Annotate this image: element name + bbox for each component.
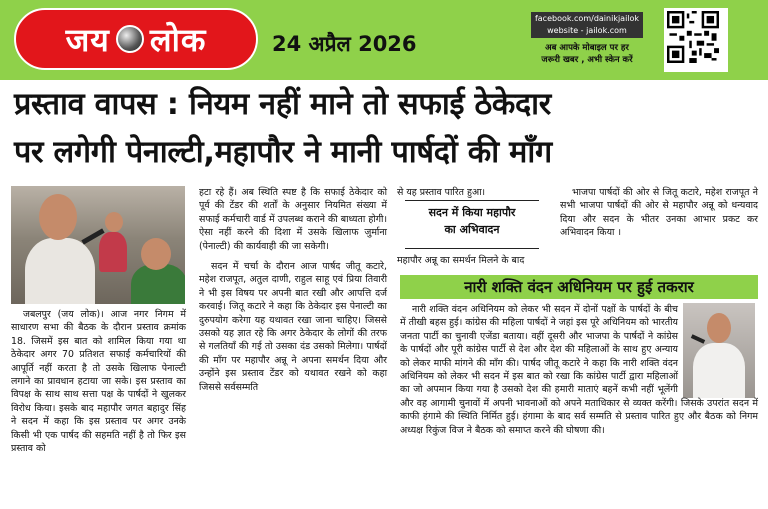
logo-word-lok: लोक xyxy=(149,20,207,59)
qr-code-icon[interactable] xyxy=(664,8,728,72)
headline-line-1: प्रस्ताव वापस : नियम नहीं माने तो सफाई ठेकेदार xyxy=(14,87,551,122)
subheading-line-2: का अभिवादन xyxy=(444,223,500,236)
story-2-heading: नारी शक्ति वंदन अधिनियम पर हुई तकरार xyxy=(400,275,758,299)
website-link[interactable]: website - jailok.com xyxy=(547,26,627,35)
subhead-bottom-rule xyxy=(405,248,539,249)
article-column-2 xyxy=(199,186,387,394)
article-column-3 xyxy=(397,186,547,199)
newspaper-logo xyxy=(14,8,258,70)
column-2-para-2: सदन में चर्चा के दौरान आज पार्षद जीतू कटारे, महेश राजपूत, अतुल दाणी, राहुल साहू एवं प्रिया तिवारी ने भी इस विषय पर अपनी बात रखी और आपत्ति दर्ज करवाई। जितू कटारे ने कहा कि ठेकेदार इस पेनाल्टी का दुरुपयोग करेगा यह यथावत रखा जाना चाहिए। जिससे उसको यह ज्ञात रहे कि अगर ठेकेदार के लोगों की तरफ से गलतियाँ की गई तो उसका दंड उसको मिलेगा। पार्षदों की माँग पर महापौर अन्नू ने अपना समर्थन दिया और उन्होंने इस प्रस्ताव टेंडर को यथावत रखने को कहा जिससे सर्वसम्मति xyxy=(199,261,387,393)
issue-date: 24 अप्रैल 2026 xyxy=(272,32,417,56)
column-2-para-1: हटा रहे हैं। अब स्थिति स्पष्ट है कि सफाई ठेकेदार को पूर्व की टेंडर की शर्तों के अनुसार नियमित संख्या में सफाई कर्मचारी वार्ड में उपलब्ध कराने की बाध्यता होगी। ऐसा नहीं करने की दिशा में उसके खिलाफ जुर्माना (पेनाल्टी) की कार्यवाही की जा सकेगी। xyxy=(199,187,387,252)
subhead-top-rule xyxy=(405,200,539,201)
story-2-text: नारी शक्ति वंदन अधिनियम को लेकर भी सदन में दोनों पक्षों के पार्षदों के बीच में तीखी बहस हुई। कांग्रेस की महिला पार्षदों ने जहां इस पूरे अधिनियम को भारतीय जनता पार्टी का चुनावी एजेंडा बताया। वहीं दूसरी और भाजपा के पार्षदों ने कांग्रेस के पार्षदों और पूरी कांग्रेस पार्टी से देश और देश की महिलाओं के साथ हुए अन्याय को लेकर माफी मांगने की माँग की। पार्षद जीतू कटारे ने कहा कि नारी शक्ति वंदन अधिनियम को लेकर भी सदन में इस बात को रखा कि कांग्रेस पार्टी द्वारा महिलाओं का जो अपमान किया गया है उसको देश की हमारी माताएं बहनें कभी नहीं भूलेंगी और वह आगामी चुनावों में अपनी भावनाओं को अपने मताधिकार से व्यक्त करेंगी। जिसके उपरांत सदन में काफी हंगामे की स्थिति निर्मित हुई। हंगामा के बाद सर्व सम्मति से प्रस्ताव पारित हुए और बैठक को निगम अध्यक्ष रिकुंज विज ने बैठक को समाप्त करने की घोषणा की। xyxy=(400,304,758,436)
column-3-para-1: से यह प्रस्ताव पारित हुआ। xyxy=(397,187,486,198)
headline-line-2: पर लगेगी पेनाल्टी,महापौर ने मानी पार्षदों की माँग xyxy=(14,135,552,170)
main-headline xyxy=(0,82,768,180)
globe-icon xyxy=(116,25,144,53)
facebook-link[interactable]: facebook.com/dainikjailok xyxy=(534,14,640,23)
column-4-text: भाजपा पार्षदों की ओर से जितू कटारे, महेश राजपूत ने सभी भाजपा पार्षदों की ओर से महापौर अन्नू को धन्यवाद दिया और सदन के भीतर उनका आभार प्रकट कर अभिवादन किया । xyxy=(560,187,758,239)
subheading-line-1: सदन में किया महापौर xyxy=(428,206,516,219)
scan-prompt xyxy=(531,42,643,66)
contact-box xyxy=(531,12,643,38)
news-photo-council-meeting xyxy=(11,186,185,304)
story-2-body xyxy=(400,303,758,437)
article-column-1 xyxy=(11,308,186,455)
masthead xyxy=(0,0,768,80)
column-3-para-2: महापौर अन्नू का समर्थन मिलने के बाद xyxy=(397,255,525,266)
column-1-text: जबलपुर (जय लोक)। आज नगर निगम में साधारण सभा की बैठक के दौरान प्रस्ताव क्रमांक 18. जिसमें इस बात को शामिल किया गया था ठेकेदार अगर 70 प्रतिशत सफाई कर्मचारियों की आपूर्ति नहीं करता है तो उसके खिलाफ पेनाल्टी लगाने का प्रावधान हटाया जा सके। इस प्रस्ताव का विपक्ष के साथ साथ सत्ता पक्ष के पार्षदों ने खुलकर विरोध किया। इसके बाद महापौर जगत बहादुर सिंह ने सदन में कहा कि इस प्रस्ताव पर अगर उनके किसी भी एक पार्षद की सहमति नहीं है तो फिर इस प्रस्ताव को xyxy=(11,309,186,455)
scan-prompt-line1: अब आपके मोबाइल पर हर xyxy=(545,43,629,53)
scan-prompt-line2: जरूरी खबर , अभी स्केन करें xyxy=(541,55,633,65)
article-column-4 xyxy=(560,186,758,240)
logo-word-jai: जय xyxy=(65,20,110,59)
article-column-3-cont xyxy=(397,254,547,267)
subheading-mayor-greeted xyxy=(397,204,547,246)
